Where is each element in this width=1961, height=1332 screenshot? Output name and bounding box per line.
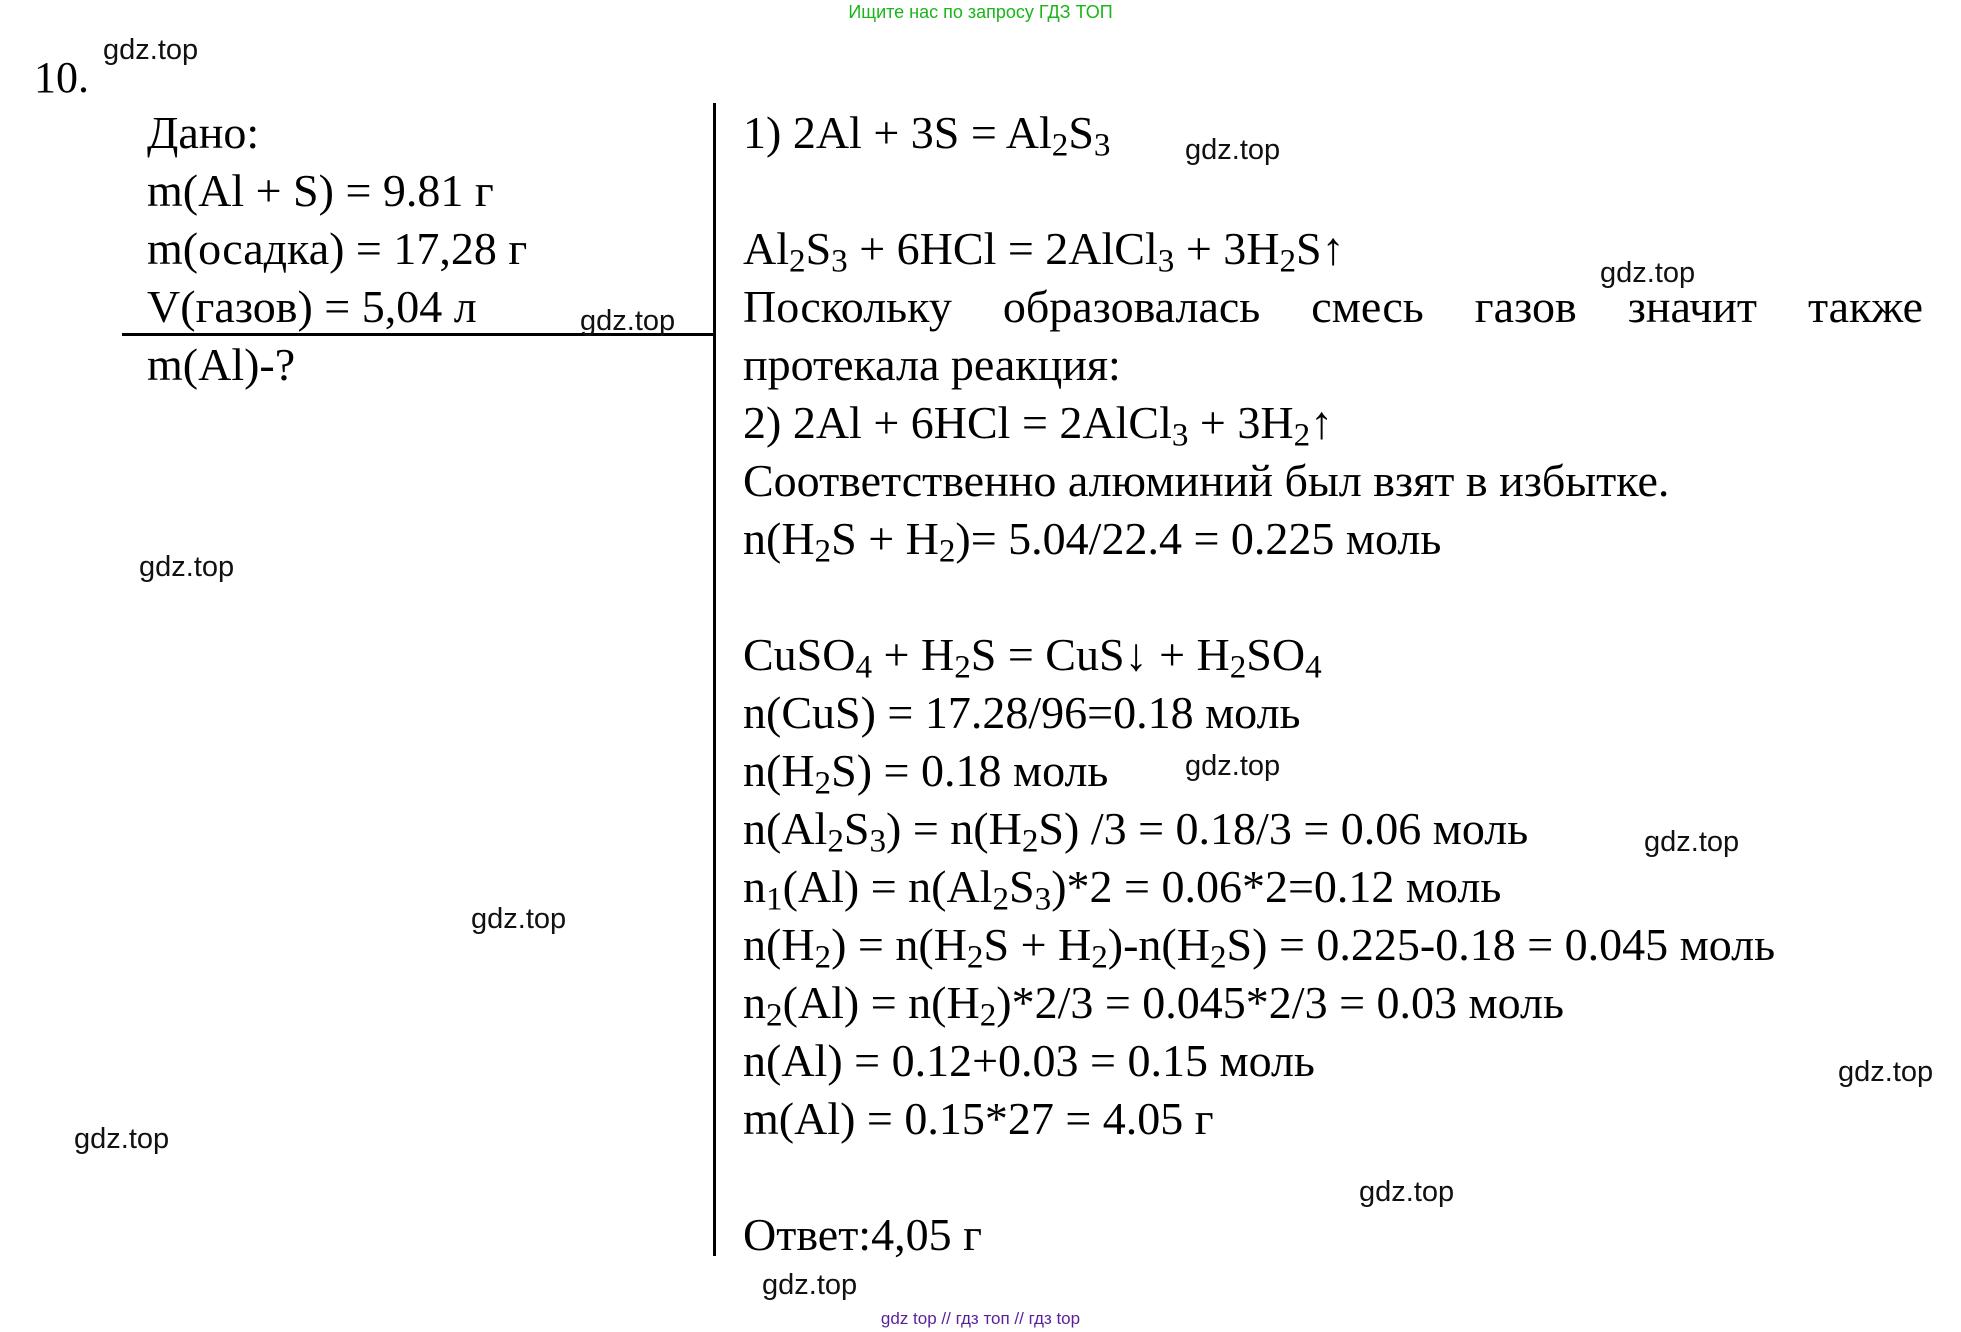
blank-line	[743, 568, 1923, 626]
watermark-text: gdz.top	[1644, 826, 1740, 858]
given-line: m(Al + S) = 9.81 г	[147, 165, 494, 216]
calc-gas-moles: $n(H_2S + H_2)= 5.04/22.4 = 0.225$ моль	[743, 513, 1442, 570]
reaction-2: $Al_2S_3 + 6HCl$ = 2AlCl$_3$ + $3H_2S↑$	[743, 223, 1345, 280]
watermark-text: gdz.top	[103, 34, 199, 66]
watermark-text: gdz.top	[1838, 1056, 1934, 1088]
answer: Ответ:4,05 г	[743, 1209, 982, 1260]
blank-line	[743, 1148, 1923, 1206]
calc-al2-moles: $n_2(Al) = n(H_2)*2/3 = 0.045*2/3 = 0.03$ моль	[743, 977, 1564, 1034]
calc-al-total-moles: n(Al) = 0.12+0.03 = 0.15 моль	[743, 1035, 1315, 1086]
watermark-text: gdz.top	[580, 305, 676, 337]
calc-h2-moles: $n(H_2) = n(H_2S + H_2)-n(H_2S) = 0.225-0.18 = 0.045$ моль	[743, 919, 1776, 976]
watermark-text: gdz.top	[1600, 257, 1696, 289]
problem-number: 10.	[34, 53, 89, 102]
solution-section	[743, 104, 1923, 1264]
watermark-text: gdz.top	[1185, 750, 1281, 782]
explanation-text-3: Соответственно алюминий был взят в избытке.	[743, 455, 1670, 506]
calc-al1-moles: $n_1(Al) = n(Al_2S_3)*2 = 0.06*2=0.12$ моль	[743, 861, 1502, 918]
top-banner: Ищите нас по запросу ГДЗ ТОП	[848, 2, 1113, 22]
watermark-text: gdz.top	[139, 551, 235, 583]
reaction-4: CuSO$_4$ + $H_2S$ = CuS↓ + $H_2SO_4$	[743, 629, 1322, 686]
footer-links: gdz top // гдз топ // гдз top	[880, 1309, 1081, 1328]
calc-al-mass: m(Al) = 0.15*27 = 4.05 г	[743, 1093, 1214, 1144]
reaction-1: 1) $2Al + 3S = Al_2S_3$	[743, 107, 1111, 164]
explanation-text-2: протекала реакция:	[743, 339, 1121, 390]
vertical-divider-line	[713, 103, 716, 1256]
given-title: Дано:	[147, 107, 260, 158]
given-line: m(осадка) = 17,28 г	[147, 223, 528, 274]
find-line: m(Al)-?	[147, 339, 296, 390]
calc-al2s3-moles: $n(Al_2S_3) = n(H_2S) /3 = 0.18/3 = 0.06$ моль	[743, 803, 1529, 860]
watermark-text: gdz.top	[1359, 1176, 1455, 1208]
explanation-text-1: Поскольку образовалась смесь газов значит также	[743, 281, 1923, 332]
watermark-text: gdz.top	[762, 1269, 858, 1301]
reaction-3: 2) 2Al + 6HCl = 2AlCl$_3$ + $3H_2↑$	[743, 397, 1334, 454]
given-line: V(газов) = 5,04 л	[147, 281, 477, 332]
blank-line	[743, 162, 1923, 220]
calc-cus-moles: n(CuS) = 17.28/96=0.18 моль	[743, 687, 1301, 738]
watermark-text: gdz.top	[1185, 134, 1281, 166]
calc-h2s-moles: $n(H_2S) = 0.18$ моль	[743, 745, 1109, 802]
watermark-text: gdz.top	[74, 1123, 170, 1155]
given-section	[147, 104, 527, 394]
watermark-text: gdz.top	[471, 903, 567, 935]
